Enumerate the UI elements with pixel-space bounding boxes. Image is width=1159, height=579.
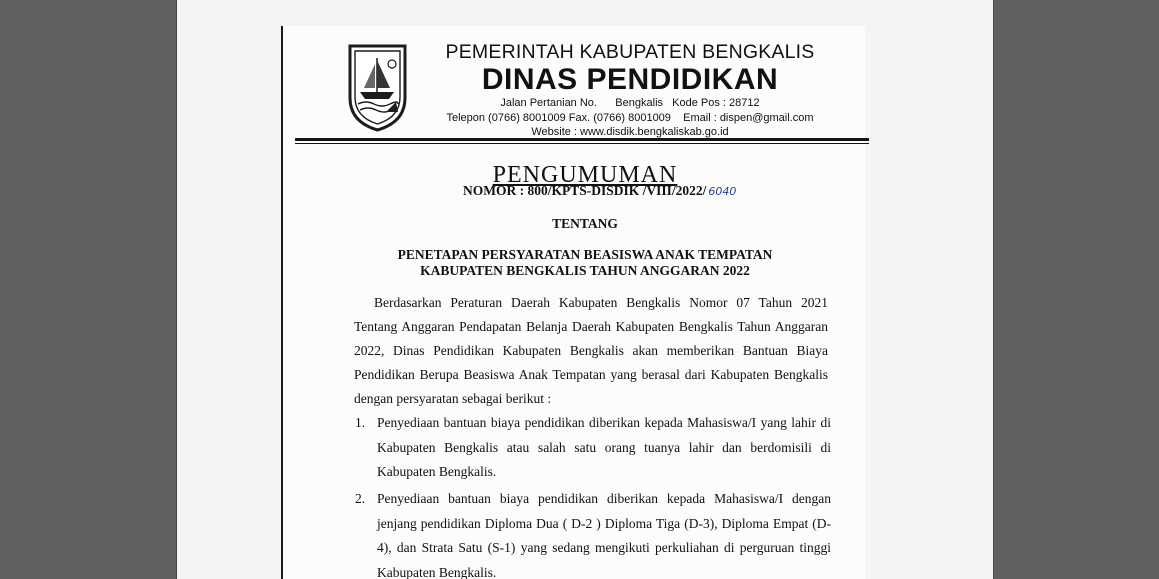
list-item-number: 1. (355, 415, 366, 430)
letterhead-rule-thick (295, 138, 869, 141)
office-contact: Telepon (0766) 8001009 Fax. (0766) 8001009 Email : dispen@gmail.com (446, 111, 814, 124)
list-item-text: Penyediaan bantuan biaya pendidikan diberikan kepada Mahasiswa/I yang lahir di Kabupaten Bengkalis atau salah satu orang tuanya lahir dan berdomisili di Kabupaten Bengkalis. (377, 415, 831, 479)
letterhead (409, 40, 851, 140)
list-item (355, 487, 831, 579)
government-name: PEMERINTAH KABUPATEN BENGKALIS (445, 41, 815, 63)
number-label: NOMOR : 800/KPTS-DISDIK /VIII/2022/ (463, 183, 707, 198)
announcement-number (463, 183, 736, 199)
subject-line-1: PENETAPAN PERSYARATAN BEASISWA ANAK TEMPATAN (397, 247, 773, 262)
about-heading: TENTANG (552, 216, 618, 231)
letterhead-rule-thin (295, 143, 869, 144)
regency-seal-icon (346, 42, 409, 132)
list-item-text: Penyediaan bantuan biaya pendidikan diberikan kepada Mahasiswa/I dengan jenjang pendidikan Diploma Dua ( D-2 ) Diploma Tiga (D-3), Diploma Empat (D-4), dan Strata Satu (S-1) yang sedang mengikuti perkuliahan di perguruan tinggi Kabupaten Bengkalis. (377, 491, 831, 579)
office-address: Jalan Pertanian No. Bengkalis Kode Pos : 28712 (500, 97, 760, 109)
subject-line-2: KABUPATEN BENGKALIS TAHUN ANGGARAN 2022 (420, 263, 750, 278)
announcement-title: PENGUMUMAN (492, 162, 678, 188)
list-item-number: 2. (355, 491, 366, 506)
intro-paragraph: Berdasarkan Peraturan Daerah Kabupaten Bengkalis Nomor 07 Tahun 2021 Tentang Anggaran Pendapatan Belanja Daerah Kabupaten Bengkalis Tahun Anggaran 2022, Dinas Pendidikan Kabupaten Bengkalis akan memberikan Bantuan Biaya Pendidikan Berupa Beasiswa Anak Tempatan yang berasal dari Kabupaten Bengkalis dengan persyaratan sebagai berikut : (354, 295, 828, 406)
office-website: Website : www.disdik.bengkaliskab.go.id (531, 126, 729, 138)
handwritten-number: 6040 (708, 185, 737, 198)
document-page (176, 0, 994, 579)
office-name: DINAS PENDIDIKAN (481, 63, 779, 96)
subject-heading (177, 247, 993, 279)
list-item (355, 411, 831, 485)
